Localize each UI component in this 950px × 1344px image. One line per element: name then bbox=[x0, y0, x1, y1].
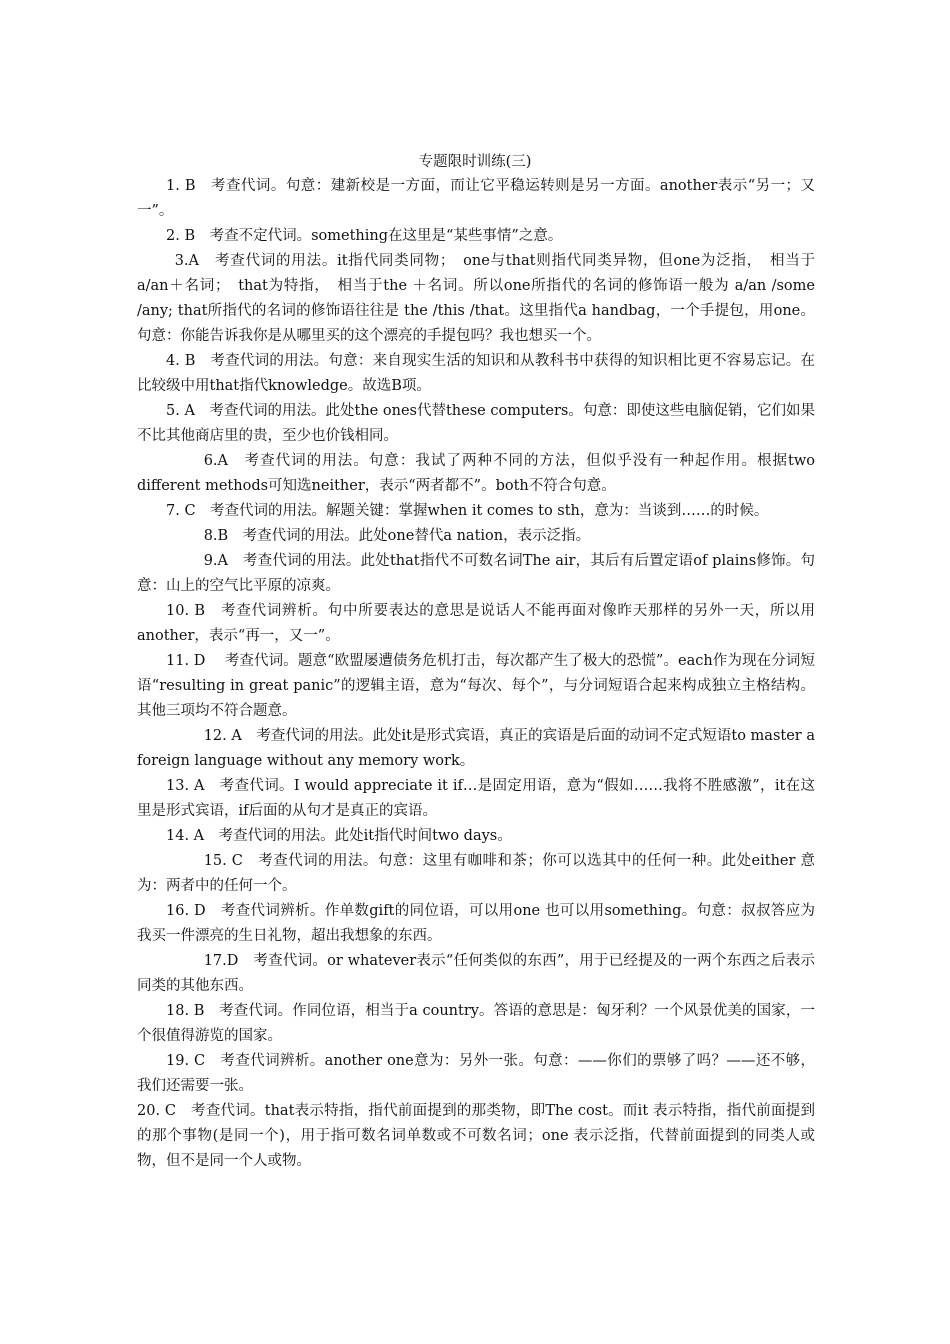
answer-item-20: 20. C 考查代词。that表示特指，指代前面提到的那类物，即The cost。而it 表示特指，指代前面提到的那个事物(是同一个)，用于指可数名词单数或不可数名词；one 表示泛指，代替前面提到的同类人或物，但不是同一个人或物。 bbox=[137, 1103, 815, 1169]
answer-item-11: 11. D 考查代词。题意“欧盟屡遭债务危机打击，每次都产生了极大的恐慌”。each作为现在分词短语“resulting in great panic”的逻辑主语，意为“每次、每个”，与分词短语合起来构成独立主格结构。其他三项均不符合题意。 bbox=[137, 653, 815, 719]
answer-item-18: 18. B 考查代词。作同位语，相当于a country。答语的意思是：匈牙利？一个风景优美的国家，一个很值得游览的国家。 bbox=[137, 1003, 815, 1044]
answer-item-19: 19. C 考查代词辨析。another one意为：另外一张。句意：——你们的票够了吗？——还不够，我们还需要一张。 bbox=[137, 1053, 815, 1094]
answer-item-4: 4. B 考查代词的用法。句意：来自现实生活的知识和从教科书中获得的知识相比更不容易忘记。在比较级中用that指代knowledge。故选B项。 bbox=[137, 353, 815, 394]
answer-item-12: 12. A 考查代词的用法。此处it是形式宾语，真正的宾语是后面的动词不定式短语to master a foreign language without any memory work。 bbox=[137, 728, 815, 769]
answer-item-7: 7. C 考查代词的用法。解题关键：掌握when it comes to sth，意为：当谈到……的时候。 bbox=[166, 503, 769, 519]
document-title: 专题限时训练(三) bbox=[418, 154, 532, 170]
answer-item-16: 16. D 考查代词辨析。作单数gift的同位语，可以用one 也可以用something。句意：叔叔答应为我买一件漂亮的生日礼物，超出我想象的东西。 bbox=[137, 903, 815, 944]
answer-item-14: 14. A 考查代词的用法。此处it指代时间two days。 bbox=[166, 828, 512, 844]
answer-item-10: 10. B 考查代词辨析。句中所要表达的意思是说话人不能再面对像昨天那样的另外一天，所以用another，表示“再一，又一”。 bbox=[137, 603, 815, 644]
answer-item-17: 17.D 考查代词。or whatever表示“任何类似的东西”，用于已经提及的一两个东西之后表示同类的其他东西。 bbox=[137, 953, 815, 994]
answer-list bbox=[137, 174, 815, 1174]
answer-item-13: 13. A 考查代词。I would appreciate it if…是固定用语，意为“假如……我将不胜感激”，it在这里是形式宾语，if后面的从句才是真正的宾语。 bbox=[137, 778, 815, 819]
answer-item-9: 9.A 考查代词的用法。此处that指代不可数名词The air，其后有后置定语of plains修饰。句意：山上的空气比平原的凉爽。 bbox=[137, 553, 815, 594]
answer-item-8: 8.B 考查代词的用法。此处one替代a nation，表示泛指。 bbox=[203, 528, 591, 544]
answer-item-5: 5. A 考查代词的用法。此处the ones代替these computers。句意：即使这些电脑促销，它们如果不比其他商店里的贵，至少也价钱相同。 bbox=[137, 403, 815, 444]
answer-item-1: 1. B 考查代词。句意：建新校是一方面，而让它平稳运转则是另一方面。another表示“另一；又一”。 bbox=[137, 178, 815, 219]
answer-item-15: 15. C 考查代词的用法。句意：这里有咖啡和茶；你可以选其中的任何一种。此处either 意为：两者中的任何一个。 bbox=[137, 853, 815, 894]
answer-item-2: 2. B 考查不定代词。something在这里是“某些事情”之意。 bbox=[166, 228, 563, 244]
answer-item-3: 3.A 考查代词的用法。it指代同类同物； one与that则指代同类异物，但one为泛指， 相当于a/an＋名词； that为特指， 相当于the ＋名词。所以one所指代的名词的修饰语一般为 a/an /some /any; that所指代的名词的修饰语往往是 the /this /that。这里指代a handbag，一个手提包，用one。句意：你能告诉我你是从哪里买的这个漂亮的手提包吗？我也想买一个。 bbox=[137, 253, 815, 344]
answer-item-6: 6.A 考查代词的用法。句意：我试了两种不同的方法，但似乎没有一种起作用。根据two different methods可知选neither，表示“两者都不”。both不符合句意。 bbox=[137, 453, 815, 494]
